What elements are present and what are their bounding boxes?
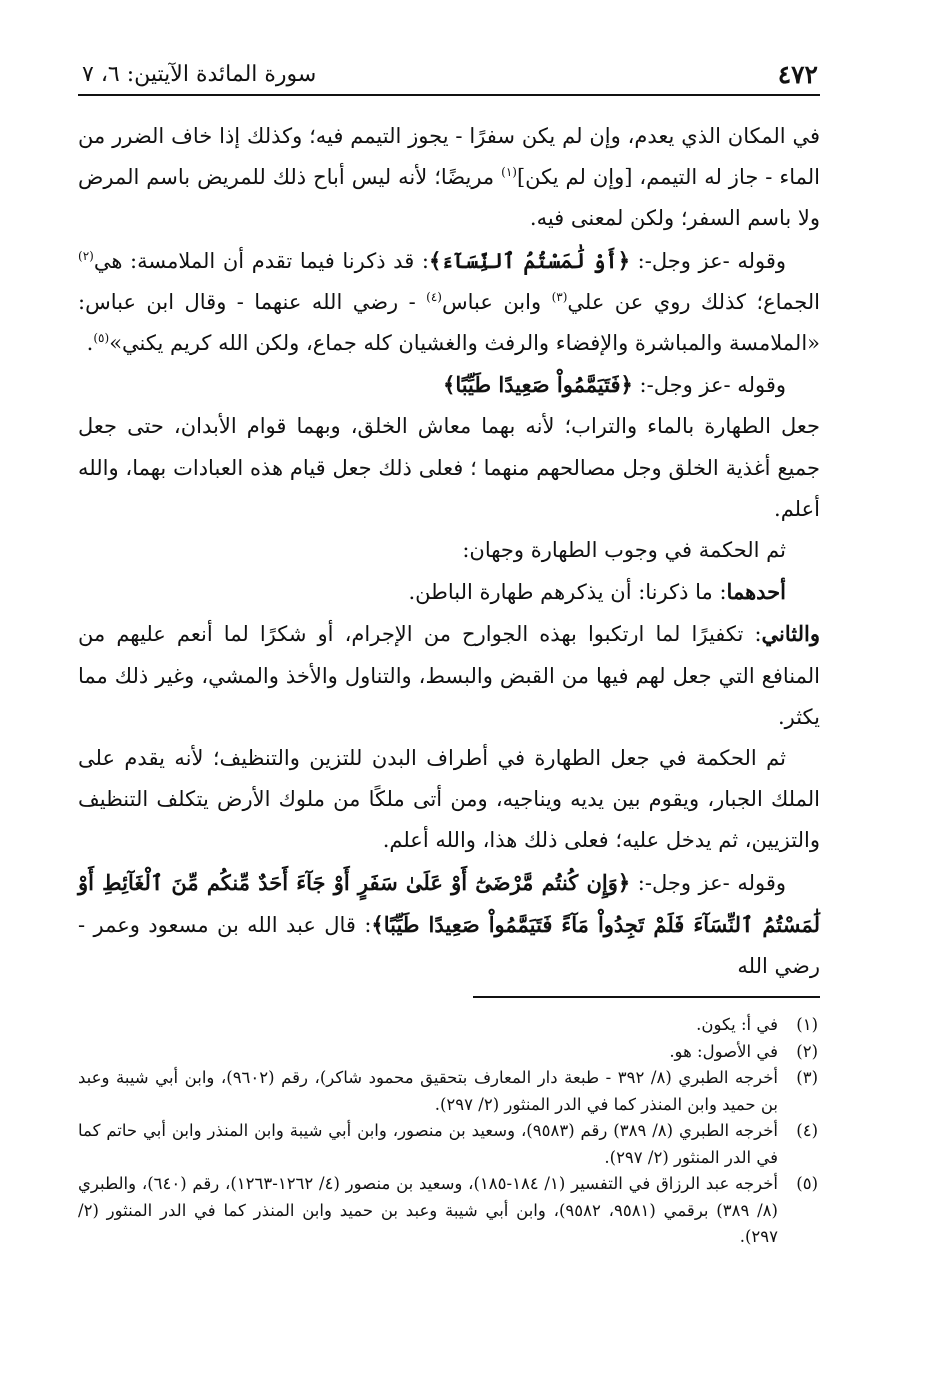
- footnote-number: (٥): [796, 1174, 818, 1193]
- footnote-number: (٤): [796, 1121, 818, 1140]
- paragraph: أحدهما: ما ذكرنا: أن يذكرهم طهارة الباطن.: [408, 579, 786, 605]
- page-number: ٤٧٢: [777, 60, 818, 89]
- paragraph: ثم الحكمة في وجوب الطهارة وجهان:: [462, 538, 786, 563]
- paragraph: وقوله -عز وجل-: ﴿وَإِن كُنتُم مَّرْضَىٰٓ أَوْ عَلَىٰ سَفَرٍ أَوْ جَآءَ أَحَدٌ مِّنكُم مِّنَ ٱلْغَآئِطِ أَوْ لَٰمَسْتُمُ ٱلنِّسَآءَ فَلَمْ تَجِدُواْ مَآءً فَتَيَمَّمُواْ صَعِيدًا طَيِّبًا﴾: قال عبد الله بن مسعود وعمر - رضي الله: [78, 869, 820, 979]
- footnote-text: أخرجه عبد الرزاق في التفسير (١/ ١٨٤-١٨٥)، وسعيد بن منصور (٤/ ١٢٦٢-١٢٦٣)، رقم (٦٤٠)، والطبري (٨/ ٣٨٩) برقمي (٩٥٨١، ٩٥٨٢)، وابن أبي شيبة وعبد بن حميد وابن المنذر كما في الدر المنثور (٢/ ٢٩٧).: [78, 1174, 778, 1246]
- point-label: أحدهما: [726, 579, 786, 605]
- book-page: [78, 58, 821, 1246]
- footnote-ref: (١): [501, 165, 517, 180]
- paragraph: وقوله -عز وجل-: ﴿فَتَيَمَّمُواْ صَعِيدًا طَيِّبًا﴾: [443, 372, 786, 398]
- quran-verse: ﴿أَوْ لَٰمَسْتُمُ ٱلنِّسَآءَ﴾: [428, 247, 631, 273]
- footnote: [78, 1065, 820, 1118]
- quran-verse: ﴿فَتَيَمَّمُواْ صَعِيدًا طَيِّبًا﴾: [443, 372, 633, 398]
- footnote-number: (٢): [796, 1041, 818, 1061]
- footnote-text: أخرجه الطبري (٨/ ٣٩٢ - طبعة دار المعارف بتحقيق محمود شاكر)، رقم (٩٦٠٢)، وابن أبي شيبة وعبد بن حميد وابن المنذر كما في الدر المنثور (٢/ ٢٩٧).: [78, 1068, 778, 1114]
- footnote-separator: [473, 996, 820, 998]
- point-label: والثاني: [761, 621, 820, 647]
- footnote-number: (١): [796, 1015, 818, 1034]
- quran-verse: ﴿وَإِن كُنتُم مَّرْضَىٰٓ أَوْ عَلَىٰ سَفَرٍ أَوْ جَآءَ أَحَدٌ مِّنكُم مِّنَ ٱلْغَآئِطِ أَوْ لَٰمَسْتُمُ ٱلنِّسَآءَ فَلَمْ تَجِدُواْ مَآءً فَتَيَمَّمُواْ صَعِيدًا طَيِّبًا﴾: [78, 869, 820, 937]
- footnote-ref: (٥): [93, 331, 110, 346]
- footnote-text: في أ: يكون.: [696, 1015, 778, 1034]
- footnote: [78, 1118, 820, 1171]
- paragraph: وقوله -عز وجل-: ﴿أَوْ لَٰمَسْتُمُ ٱلنِّسَآءَ﴾: قد ذكرنا فيما تقدم أن الملامسة: هي$^{(٢)}$ الجماع؛ كذلك روي عن علي$^{(٣)}$ وابن عباس$^{(٤)}$ - رضي الله عنهما - وقال ابن عباس: «الملامسة والمباشرة والإفضاء والرفث والغشيان كله جماع، ولكن الله كريم يكني»$^{(٥)}$.: [78, 247, 820, 356]
- footnote-text: في الأصول: هو.: [669, 1041, 778, 1061]
- footnote-number: (٣): [796, 1068, 818, 1087]
- footnotes: [78, 1012, 820, 1251]
- paragraph: في المكان الذي يعدم، وإن لم يكن سفرًا - يجوز التيمم فيه؛ وكذلك إذا خاف الضرر من الماء - جاز له التيمم، [وإن لم يكن]$^{(١)}$ مريضًا؛ لأنه ليس أباح ذلك للمريض باسم المرض ولا باسم السفر؛ ولكن لمعنى فيه.: [78, 124, 820, 231]
- footnote-ref: (٤): [426, 289, 442, 304]
- footnote-ref: (٢): [78, 248, 94, 263]
- footnote-text: أخرجه الطبري (٨/ ٣٨٩) رقم (٩٥٨٣)، وسعيد بن منصور، وابن أبي شيبة وابن المنذر وابن أبي حاتم كما في الدر المنثور (٢/ ٢٩٧).: [78, 1121, 778, 1167]
- footnote-ref: (٣): [551, 289, 568, 304]
- footnote: [78, 1171, 820, 1251]
- paragraph: ثم الحكمة في جعل الطهارة في أطراف البدن للتزين والتنظيف؛ لأنه يقدم على الملك الجبار، ويقوم بين يديه ويناجيه، ومن أتى ملكًا من ملوك الأرض يتكلف التنظيف والتزيين، ثم يدخل عليه؛ فعلى ذلك هذا، والله أعلم.: [78, 746, 820, 853]
- paragraph: جعل الطهارة بالماء والتراب؛ لأنه بهما معاش الخلق، وبهما قوام الأبدان، حتى جعل جميع أغذية الخلق وجل مصالحهم منهما ؛ فعلى ذلك جعل قيام هذه العبادات بهما، والله أعلم.: [78, 414, 820, 521]
- running-title: سورة المائدة الآيتين: ٦، ٧: [82, 62, 317, 87]
- footnote: [78, 1039, 820, 1066]
- paragraph: والثاني: تكفيرًا لما ارتكبوا بهذه الجوارح من الإجرام، أو شكرًا لما أنعم عليهم من المنافع التي جعل لهم فيها من القبض والبسط، والتناول والأخذ والمشي، وغير ذلك مما يكثر.: [78, 621, 821, 729]
- main-text: [78, 116, 820, 987]
- page-header: [78, 58, 820, 96]
- footnote: [78, 1012, 820, 1039]
